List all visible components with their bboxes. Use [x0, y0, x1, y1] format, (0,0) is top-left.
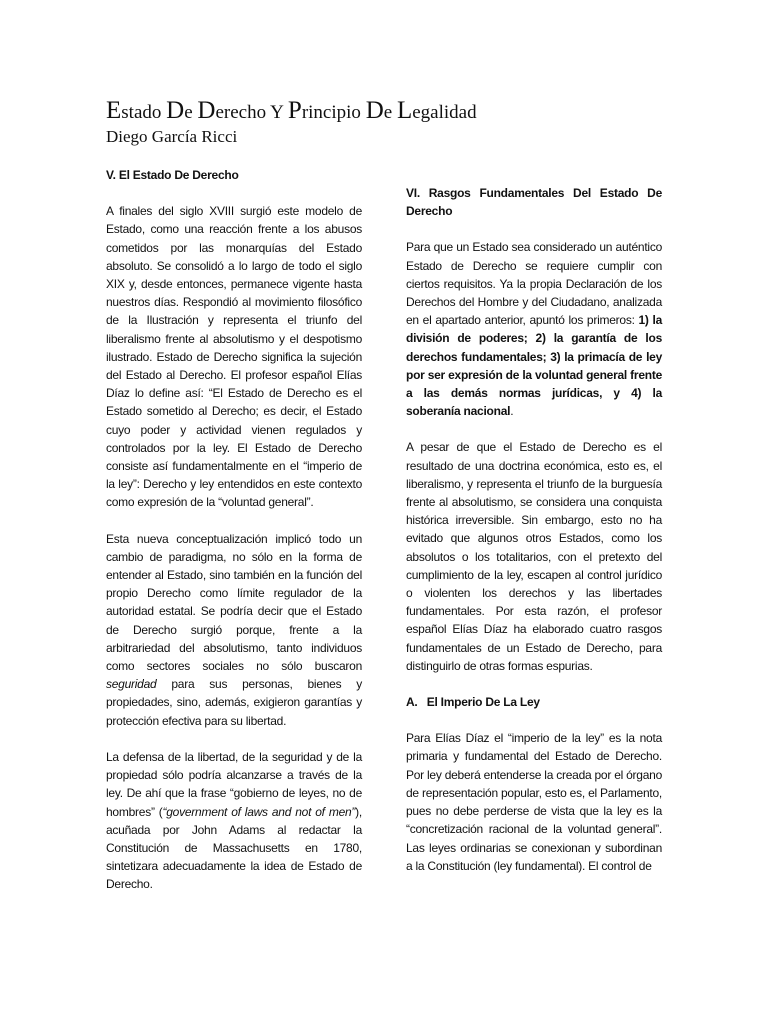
title-word: erecho [215, 102, 267, 123]
spacer [406, 675, 662, 693]
left-paragraph-3 [106, 748, 362, 894]
spacer [406, 220, 662, 238]
right-paragraph-2: A pesar de que el Estado de Derecho es el resultado de una doctrina económica, esto es, el liberalismo, y representa el triunfo de la burguesía frente al absolutismo, se considera una conquista histórica irreversible. Sin embargo, esto no ha evitado que algunos otros Estados, como los absolutos o los totalitarios, con el pretexto del cumplimiento de la ley, escapen al control jurídico o violenten los derechos y las libertades fundamentales. Por esta razón, el profesor español Elías Díaz ha elaborado cuatro rasgos fundamentales de un Estado de Derecho, para distinguirlo de otras formas espurias. [406, 440, 662, 673]
spacer [106, 512, 362, 530]
text-run: ), acuñada por John Adams al redactar la Constitución de Massachusetts en 1780, sintetizara adecuadamente la idea de Estado de Derecho. [106, 804, 363, 892]
right-column [406, 184, 662, 875]
title-initial: Y [270, 102, 284, 123]
title-word: e [184, 102, 193, 123]
italic-quote: “government of laws and not of men” [162, 804, 356, 819]
left-paragraph-1: A finales del siglo XVIII surgió este modelo de Estado, como una reacción frente a los abusos cometidos por las monarquías del Estado absoluto. Se consolidó a lo largo de todo el siglo XIX y, desde entonces, permanece vigente hasta nuestros días. Respondió al movimiento filosófico de la Ilustración y representa el triunfo del liberalismo frente al absolutismo y el despotismo ilustrado. Estado de Derecho significa la sujeción del Estado al Derecho. El profesor español Elías Díaz lo define así: “El Estado de Derecho es el Estado sometido al Derecho; es decir, el Estado cuyo poder y actividad vienen regulados y controlados por la ley. El Estado de Derecho consiste así fundamentalmente en el “imperio de la ley”: Derecho y ley entendidos en este contexto como expresión de la “voluntad general”. [106, 204, 362, 510]
title-initial: D [197, 97, 216, 124]
text-run: Esta nueva conceptualización implicó todo un cambio de paradigma, no sólo en la forma de entender al Estado, sino también en la función del propio Derecho como límite regulador de la autoridad estatal. Se podría decir que el Estado de Derecho surgió porque, frente a la arbitrariedad del absolutismo, tanto individuos como sectores sociales no sólo buscaron [106, 531, 362, 674]
author-name: Diego García Ricci [106, 127, 238, 146]
title-word: stado [121, 102, 162, 123]
text-run: . [510, 404, 514, 419]
right-paragraph-3: Para Elías Díaz el “imperio de la ley” es la nota primaria y fundamental del Estado de Derecho. Por ley deberá entenderse la creada por el órgano de representación popular, esto es, el Parlamento, pues no debe perderse de vista que la ley es la “concretización racional de la voluntad general”. Las leyes ordinarias se conexionan y subordinan a la Constitución (ley fundamental). El control de [406, 731, 662, 873]
text-run: Para que un Estado sea considerado un auténtico Estado de Derecho se requiere cumplir con ciertos requisitos. Ya la propia Declaración de los Derechos del Hombre y del Ciudadano, analizada en el apartado anterior, apuntó los primeros: [406, 240, 662, 328]
title-word: e [383, 102, 393, 123]
left-paragraph-2 [106, 530, 362, 730]
left-column [106, 166, 362, 894]
right-paragraph-1 [406, 238, 662, 420]
section-v-heading: V. El Estado De Derecho [106, 168, 239, 182]
spacer [106, 184, 362, 202]
section-vi-heading: VI. Rasgos Fundamentales Del Estado De Derecho [406, 186, 662, 219]
text-run: para sus personas, bienes y propiedades, sino, además, exigieron garantías y protección efectiva para su libertad. [106, 677, 362, 728]
bold-requirements: 1) la división de poderes; 2) la garantía de los derechos fundamentales; 3) la primacía de ley por ser expresión de la voluntad general frente a las demás normas jurídicas, y 4) la soberanía nacional [406, 313, 663, 419]
spacer [406, 711, 662, 729]
subsection-a-heading: A. El Imperio De La Ley [406, 695, 540, 710]
title-word: rincipio [301, 102, 361, 123]
document-title [106, 96, 477, 126]
italic-term: seguridad [106, 677, 157, 692]
title-initial: L [396, 97, 413, 124]
title-initial: D [365, 97, 384, 124]
title-word: egalidad [412, 102, 477, 123]
title-initial: P [287, 97, 302, 124]
spacer [106, 730, 362, 748]
text-run: La defensa de la libertad, de la seguridad y de la propiedad sólo podría alcanzarse a través de la ley. De ahí que la frase “gobierno de leyes, no de hombres” ( [106, 749, 362, 819]
title-initial: D [166, 97, 185, 124]
spacer [406, 420, 662, 438]
title-initial: E [106, 97, 122, 124]
